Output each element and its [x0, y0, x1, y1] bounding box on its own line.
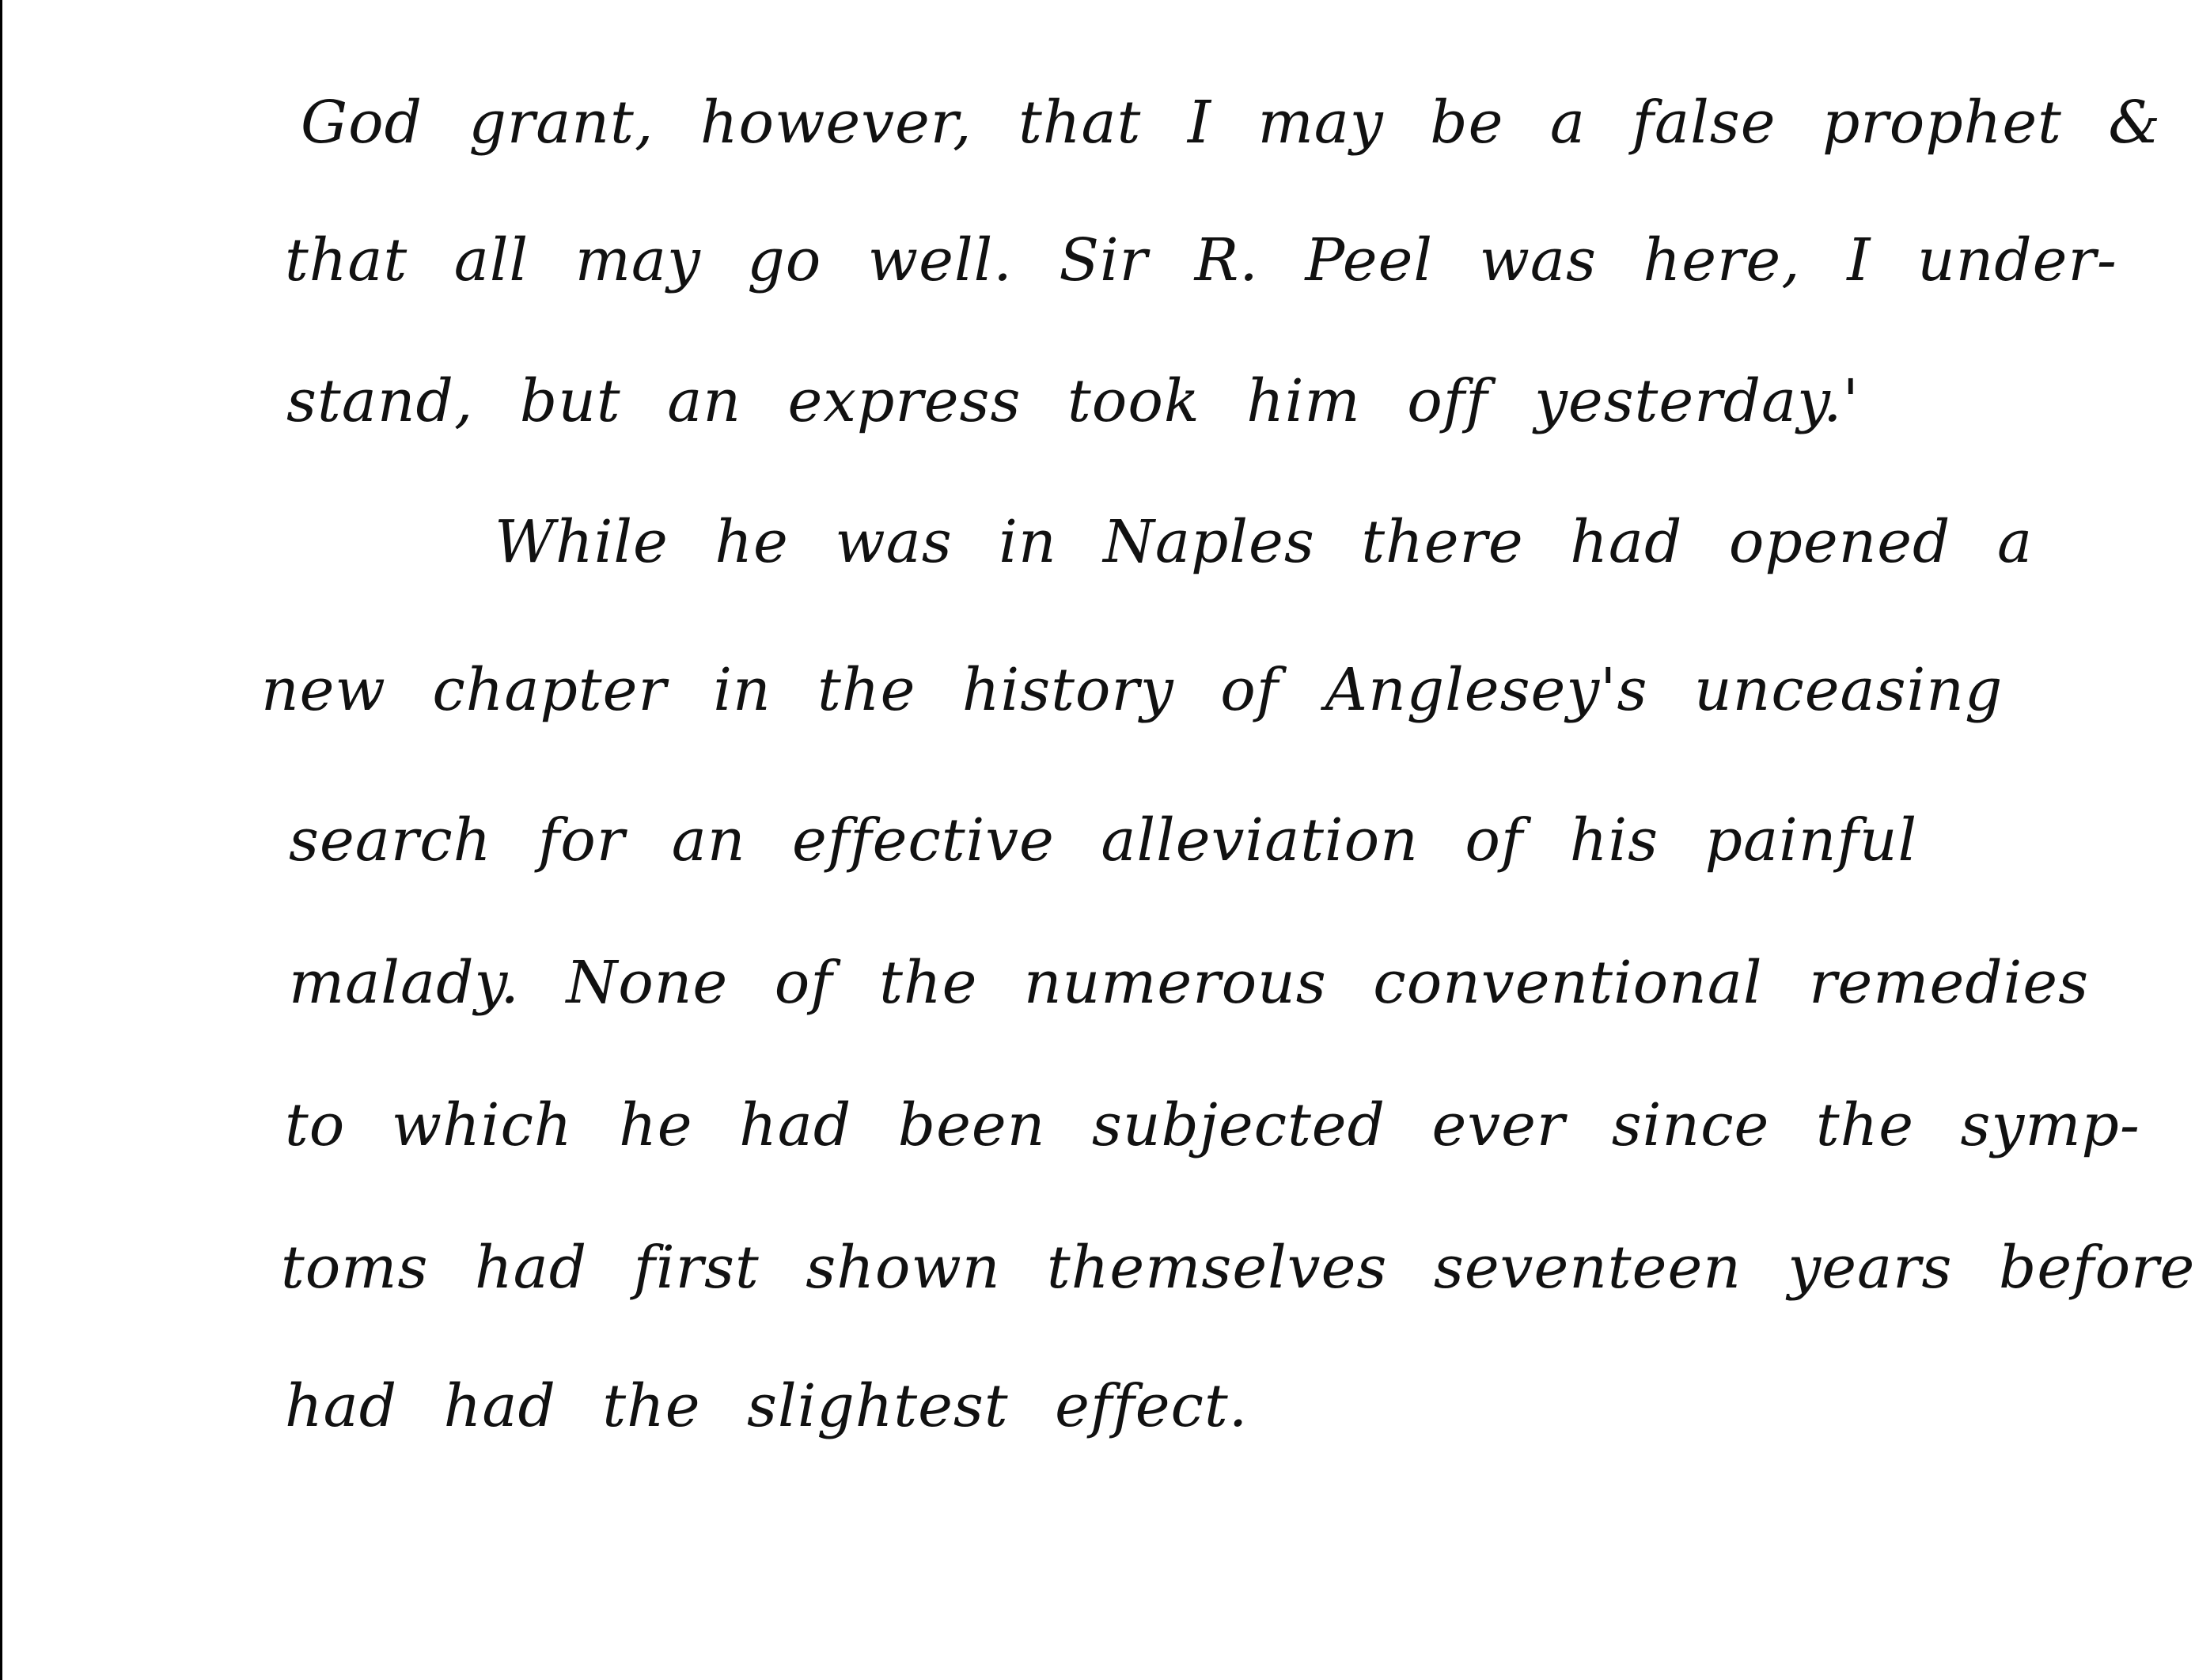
text-line-4: While he was in Naples there had opened a: [495, 508, 2034, 576]
text-line-8: to which he had been subjected ever since the symp-: [285, 1091, 2140, 1159]
text-line-2: that all may go well. Sir R. Peel was here, I under-: [285, 226, 2117, 294]
text-line-6: search for an effective alleviation of his painful: [289, 806, 1918, 874]
text-line-3: stand, but an express took him off yesterday.': [286, 367, 1859, 435]
scan-edge: [0, 0, 2, 1680]
text-line-7: malady. None of the numerous conventional remedies: [289, 949, 2090, 1017]
text-line-9: toms had first shown themselves seventeen years before: [281, 1234, 2195, 1302]
text-line-5: new chapter in the history of Anglesey's unceasing: [261, 656, 2004, 724]
text-line-1: God grant, however, that I may be a false prophet &: [301, 89, 2162, 157]
text-line-10: had had the slightest effect.: [285, 1372, 1249, 1440]
